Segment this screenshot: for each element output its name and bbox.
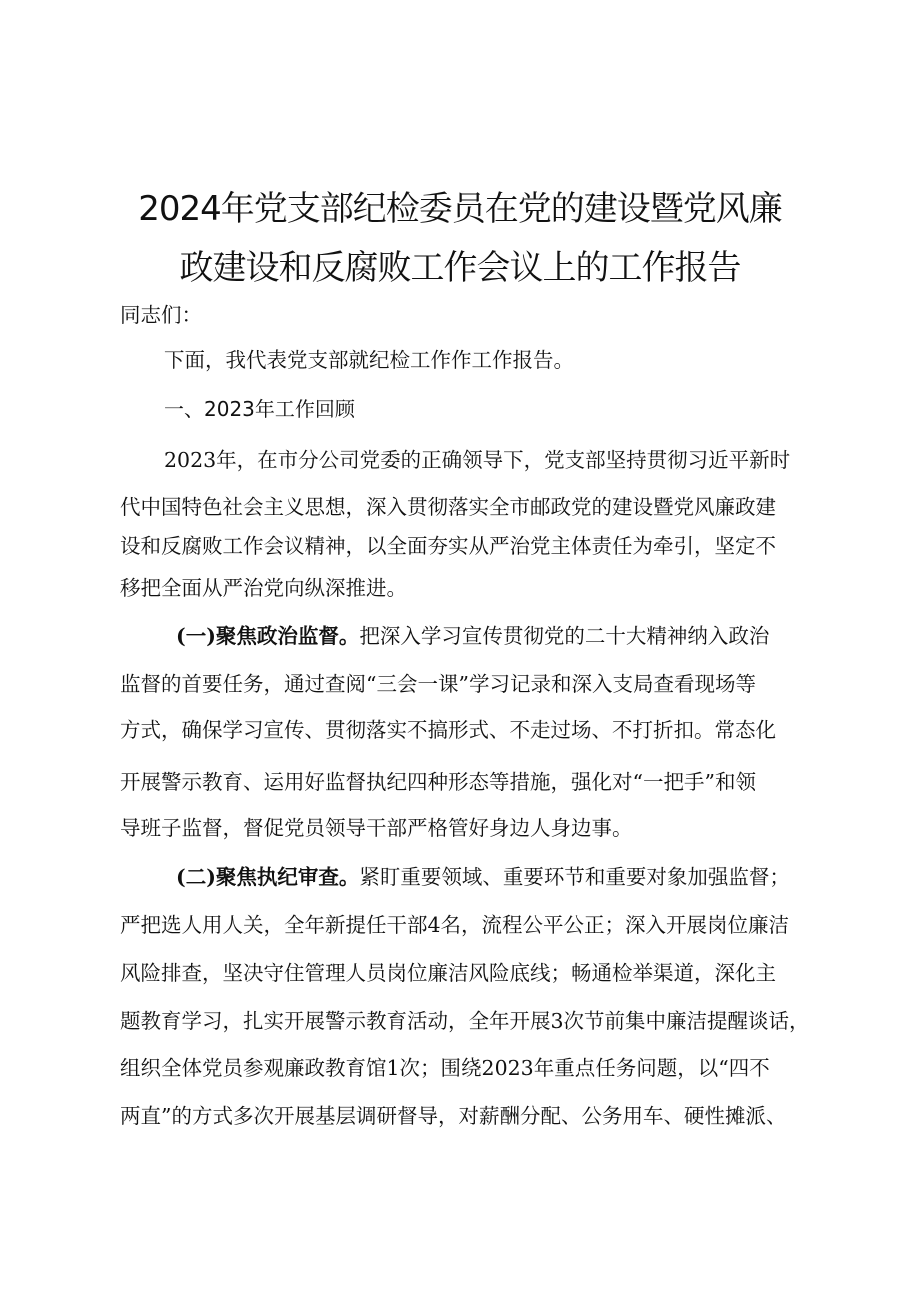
paragraph-3-lead: (二)聚焦执纪审查。 [176, 865, 360, 889]
paragraph-1-line: 设和反腐败工作会议精神，以全面夯实从严治党主体责任为牵引，坚定不 [120, 534, 776, 558]
salutation: 同志们： [120, 303, 202, 327]
section-heading: 一、2023年工作回顾 [164, 397, 355, 421]
intro-paragraph: 下面，我代表党支部就纪检工作作工作报告。 [164, 348, 574, 372]
document-title-line-2: 政建设和反腐败工作会议上的工作报告 [179, 248, 741, 288]
paragraph-2-line: 导班子监督，督促党员领导干部严格管好身边人身边事。 [120, 816, 633, 840]
paragraph-3-line: 严把选人用人关，全年新提任干部4名，流程公平公正；深入开展岗位廉洁 [120, 913, 790, 937]
paragraph-2-first-line [176, 626, 876, 647]
paragraph-1-line: 代中国特色社会主义思想，深入贯彻落实全市邮政党的建设暨党风廉政建 [120, 495, 776, 519]
paragraph-3-first-line [176, 867, 876, 888]
paragraph-2-line: 方式，确保学习宣传、贯彻落实不搞形式、不走过场、不打折扣。常态化 [120, 718, 776, 742]
paragraph-2-line: 监督的首要任务，通过查阅“三会一课”学习记录和深入支局查看现场等 [120, 672, 756, 696]
document-title-line-1: 2024年党支部纪检委员在党的建设暨党风廉 [138, 189, 782, 229]
paragraph-1-line: 移把全面从严治党向纵深推进。 [120, 576, 407, 600]
paragraph-3-line: 组织全体党员参观廉政教育馆1次；围绕2023年重点任务问题，以“四不 [120, 1056, 770, 1080]
paragraph-2-line: 开展警示教育、运用好监督执纪四种形态等措施，强化对“一把手”和领 [120, 770, 756, 794]
paragraph-3-line: 风险排查，坚决守住管理人员岗位廉洁风险底线；畅通检举渠道，深化主 [120, 961, 776, 985]
paragraph-3-text: 紧盯重要领域、重要环节和重要对象加强监督； [359, 865, 790, 889]
paragraph-3-line: 两直”的方式多次开展基层调研督导，对薪酬分配、公务用车、硬性摊派、 [120, 1104, 787, 1128]
paragraph-1-line: 2023年，在市分公司党委的正确领导下，党支部坚持贯彻习近平新时 [164, 448, 791, 472]
paragraph-3-line: 题教育学习，扎实开展警示教育活动，全年开展3次节前集中廉洁提醒谈话， [120, 1009, 810, 1033]
paragraph-2-text: 把深入学习宣传贯彻党的二十大精神纳入政治 [359, 624, 770, 648]
paragraph-2-lead: (一)聚焦政治监督。 [176, 624, 360, 648]
